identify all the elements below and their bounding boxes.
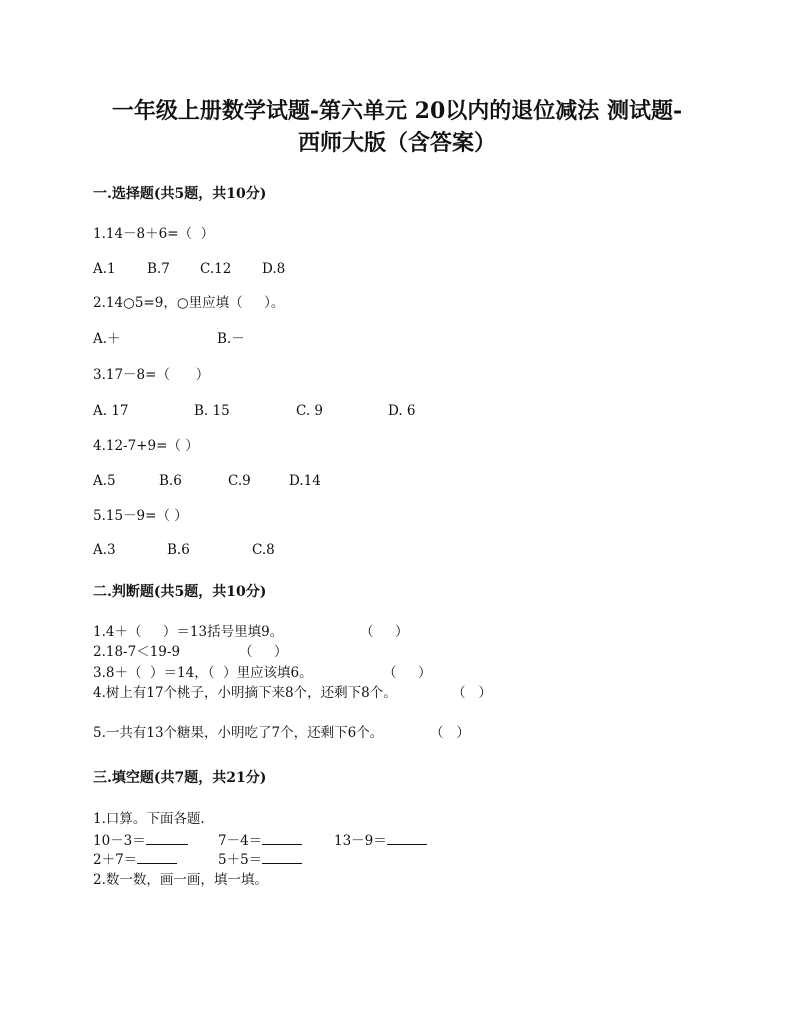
option-b: B. 15 bbox=[194, 403, 230, 419]
judge-mark-1: （ ） bbox=[360, 624, 409, 640]
judge-item-5: 5.一共有13个糖果，小明吃了7个，还剩下6个。 bbox=[93, 725, 384, 741]
section-heading-fill: 三.填空题(共7题，共21分) bbox=[93, 770, 267, 786]
answer-blank[interactable] bbox=[137, 851, 177, 864]
answer-blank[interactable] bbox=[262, 851, 302, 864]
option-d: D.8 bbox=[262, 261, 286, 277]
option-a: A.3 bbox=[93, 542, 116, 558]
option-a: A.＋ bbox=[93, 331, 121, 347]
option-a: A.1 bbox=[93, 261, 116, 277]
answer-blank[interactable] bbox=[262, 832, 302, 845]
section-heading-judge: 二.判断题(共5题，共10分) bbox=[93, 584, 267, 600]
judge-item-4: 4.树上有17个桃子，小明摘下来8个，还剩下8个。 bbox=[93, 685, 397, 701]
title-line-1: 一年级上册数学试题-第六单元 20以内的退位减法 测试题- bbox=[111, 98, 683, 124]
math-item: 7－4＝ bbox=[218, 832, 302, 849]
answer-blank[interactable] bbox=[146, 832, 188, 845]
option-d: D.14 bbox=[289, 473, 321, 489]
judge-mark-4: （ ） bbox=[452, 685, 492, 701]
option-d: D. 6 bbox=[388, 403, 416, 419]
judge-item-3: 3.8＋（ ）＝14，（ ）里应该填6。 bbox=[93, 665, 313, 681]
option-b: B.6 bbox=[167, 542, 190, 558]
option-a: A.5 bbox=[93, 473, 116, 489]
option-c: C.12 bbox=[200, 261, 232, 277]
fill-question-2-title: 2.数一数，画一画，填一填。 bbox=[93, 872, 268, 888]
math-item: 13－9＝ bbox=[334, 832, 427, 849]
judge-mark-3: （ ） bbox=[383, 665, 432, 681]
question-3-stem: 3.17－8=（ ） bbox=[93, 367, 210, 383]
option-b: B.－ bbox=[217, 331, 245, 347]
question-4-stem: 4.12-7+9=（ ） bbox=[93, 438, 199, 454]
answer-blank[interactable] bbox=[387, 832, 427, 845]
judge-item-1: 1.4＋（ ）＝13括号里填9。 bbox=[93, 624, 284, 640]
question-5-stem: 5.15－9=（ ） bbox=[93, 508, 188, 524]
judge-item-2: 2.18-7＜19-9 bbox=[93, 644, 181, 660]
option-b: B.7 bbox=[147, 261, 170, 277]
option-b: B.6 bbox=[159, 473, 182, 489]
option-a: A. 17 bbox=[93, 403, 129, 419]
fill-question-1-title: 1.口算。下面各题. bbox=[93, 811, 205, 827]
option-c: C. 9 bbox=[296, 403, 324, 419]
section-heading-choice: 一.选择题(共5题，共10分) bbox=[93, 186, 267, 202]
question-2-stem: 2.14○5=9，○里应填（ ）。 bbox=[93, 295, 285, 311]
judge-mark-5: （ ） bbox=[430, 725, 470, 741]
option-c: C.8 bbox=[252, 542, 275, 558]
math-item: 10－3＝ bbox=[93, 832, 188, 849]
judge-mark-2: （ ） bbox=[239, 644, 288, 660]
math-item: 2＋7＝ bbox=[93, 851, 177, 868]
option-c: C.9 bbox=[228, 473, 251, 489]
title-line-2: 西师大版（含答案） bbox=[297, 130, 496, 156]
question-1-stem: 1.14－8＋6=（ ） bbox=[93, 226, 215, 242]
math-item: 5＋5＝ bbox=[218, 851, 302, 868]
